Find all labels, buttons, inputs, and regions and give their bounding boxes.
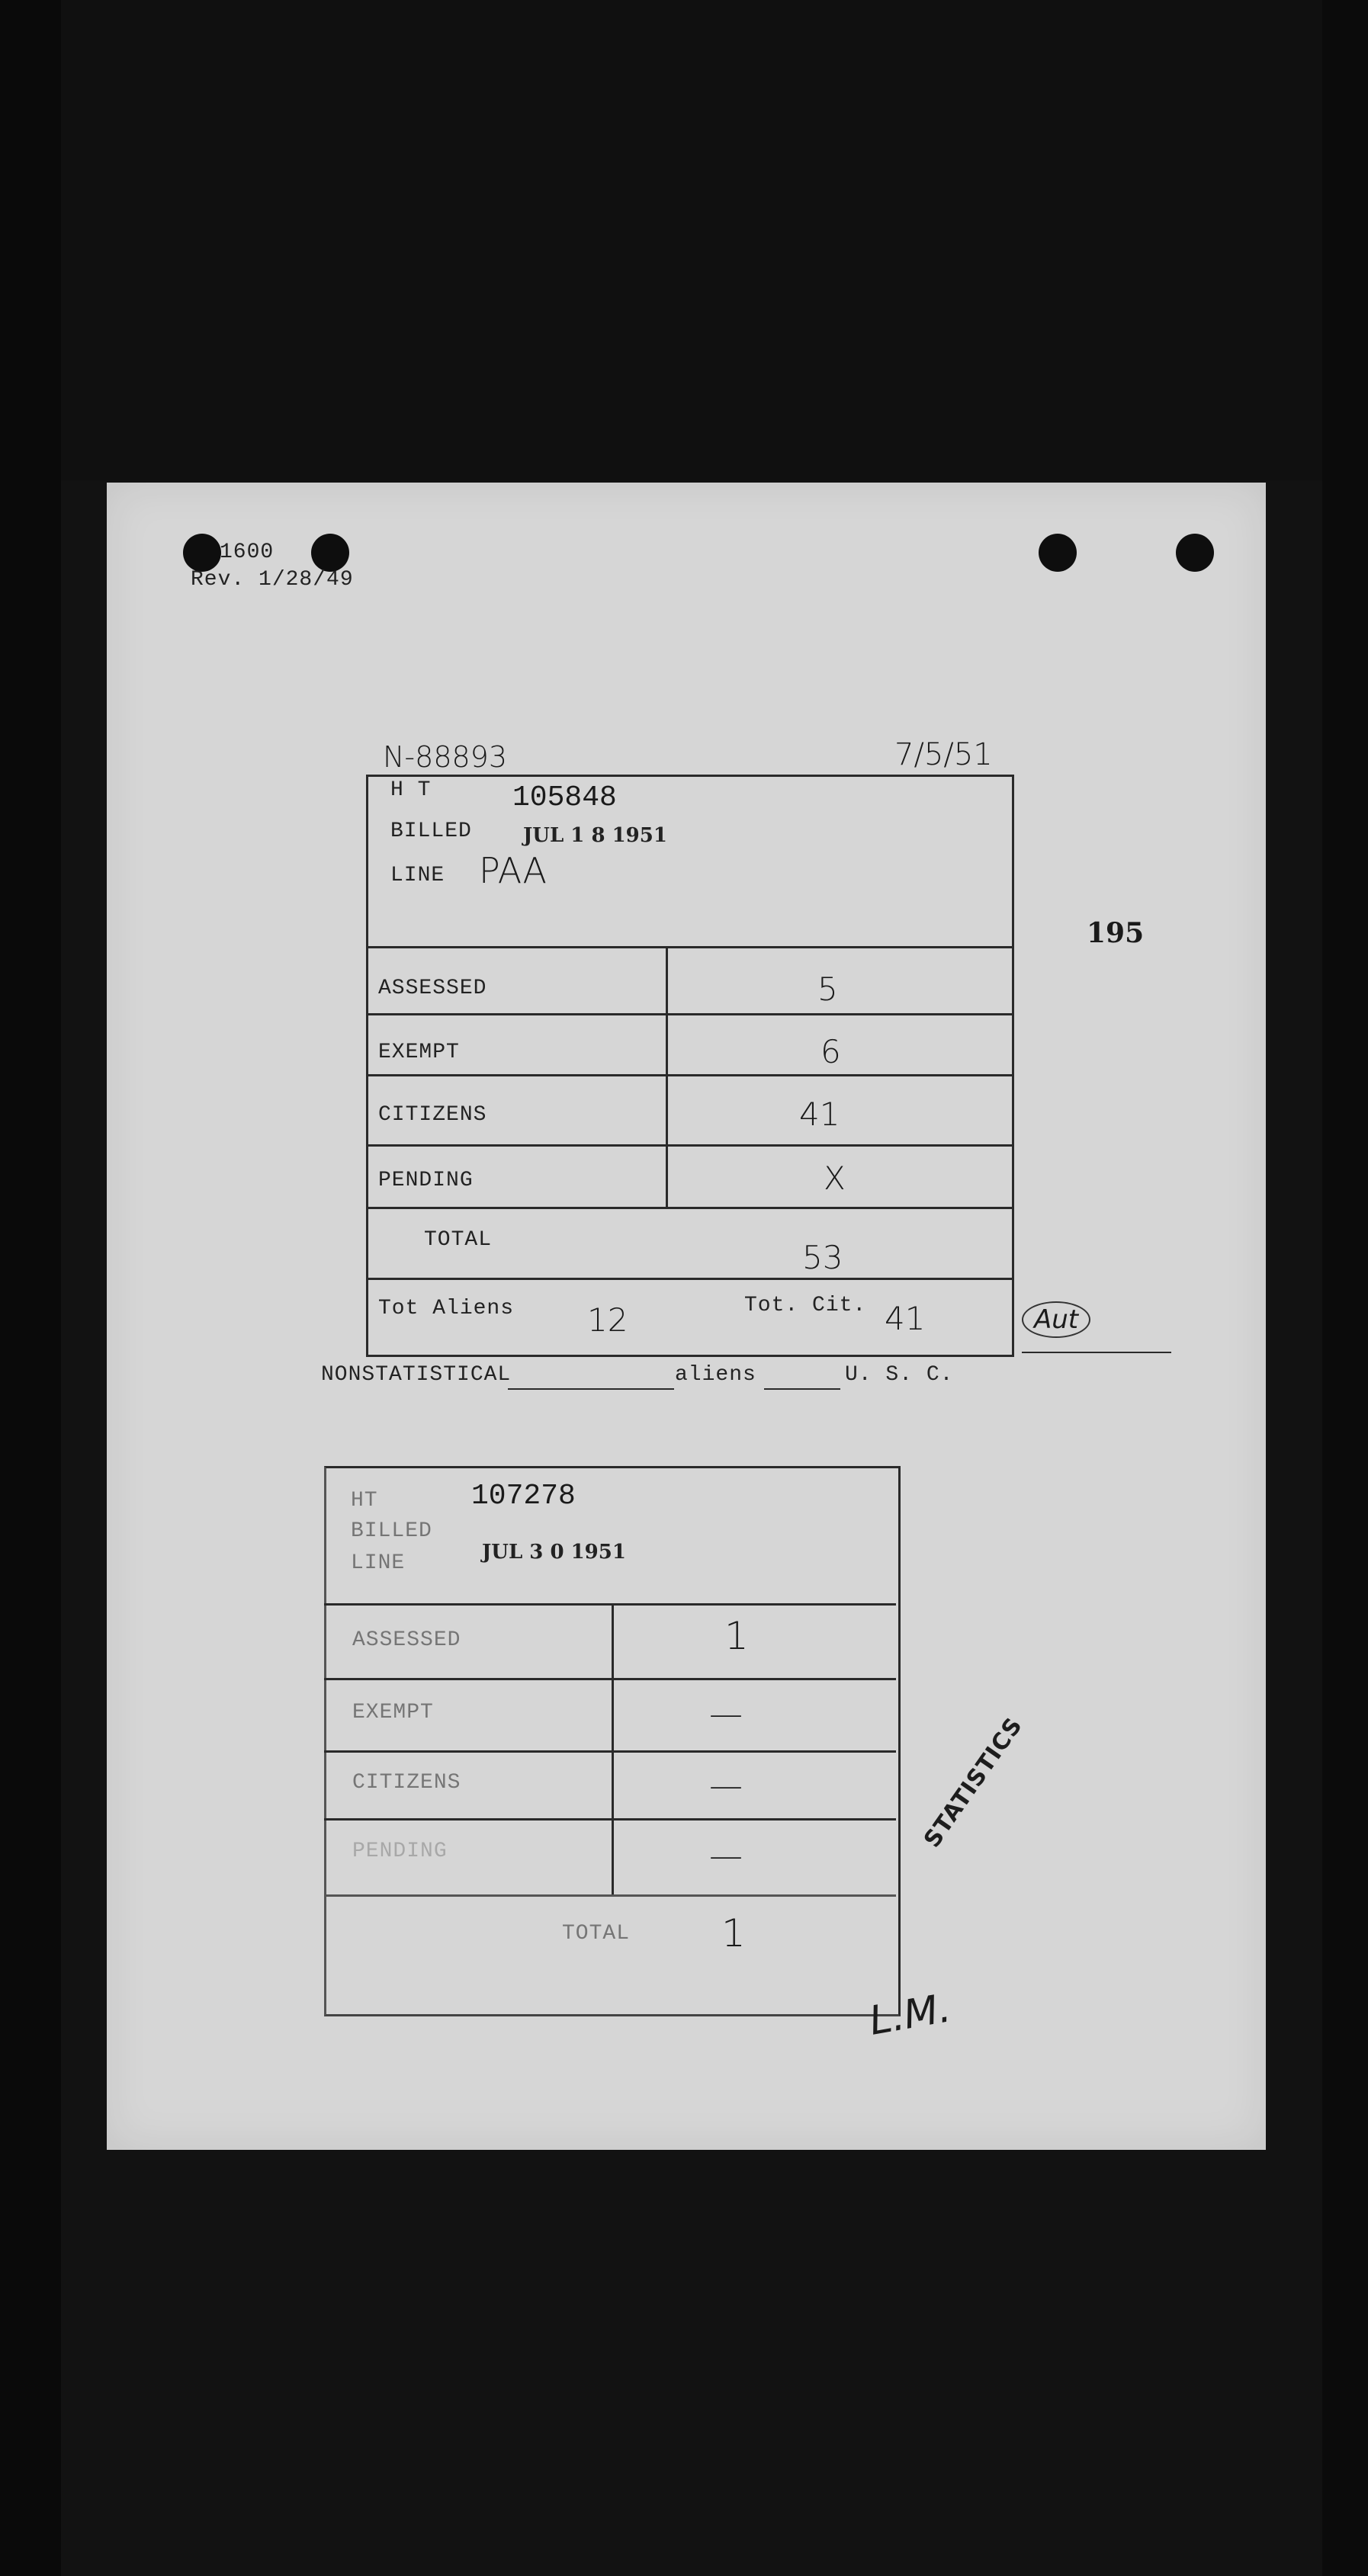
punch-hole bbox=[183, 534, 221, 572]
rule bbox=[366, 1278, 1012, 1280]
row-value-citizens: 41 bbox=[799, 1096, 840, 1133]
rule bbox=[324, 1678, 896, 1680]
tot-cit-label: Tot. Cit. bbox=[744, 1294, 867, 1317]
card2-row-label-exempt: EXEMPT bbox=[352, 1701, 434, 1724]
page-number: 195 bbox=[1087, 917, 1145, 949]
card2-row-label-pending: PENDING bbox=[352, 1840, 448, 1863]
card2-row-value-assessed: 1 bbox=[724, 1614, 749, 1658]
row-label-exempt: EXEMPT bbox=[378, 1041, 460, 1064]
signature: L.M. bbox=[865, 1985, 955, 2045]
aliens-label: aliens bbox=[675, 1363, 756, 1387]
row-label-assessed: ASSESSED bbox=[378, 977, 487, 1000]
line-value: PAA bbox=[479, 850, 548, 891]
card2-row-label-assessed: ASSESSED bbox=[352, 1628, 461, 1652]
punch-hole bbox=[1176, 534, 1214, 572]
film-margin-top bbox=[0, 0, 1368, 480]
billed-label: BILLED bbox=[390, 820, 472, 843]
document-sheet bbox=[107, 483, 1266, 2150]
form-revision: Rev. 1/28/49 bbox=[191, 568, 354, 592]
file-number: N-88893 bbox=[383, 740, 508, 774]
total-value: 53 bbox=[802, 1239, 843, 1276]
initials: Aut bbox=[1022, 1301, 1090, 1338]
punch-hole bbox=[311, 534, 349, 572]
card2-billed-date-stamp: JUL 3 0 1951 bbox=[482, 1541, 626, 1564]
total-label: TOTAL bbox=[424, 1228, 493, 1252]
nonstatistical-blank bbox=[508, 1388, 674, 1390]
rule bbox=[324, 1750, 896, 1753]
column-divider bbox=[612, 1603, 614, 1894]
ht-label: H T bbox=[390, 778, 432, 802]
row-label-citizens: CITIZENS bbox=[378, 1103, 487, 1127]
row-value-assessed: 5 bbox=[817, 970, 838, 1008]
rule bbox=[366, 1207, 1012, 1209]
card2-line-label: LINE bbox=[351, 1551, 406, 1575]
rule bbox=[324, 1818, 896, 1821]
tot-aliens-value: 12 bbox=[587, 1301, 628, 1339]
row-label-pending: PENDING bbox=[378, 1169, 474, 1192]
line-label: LINE bbox=[390, 864, 445, 887]
film-margin-right bbox=[1322, 0, 1368, 2576]
rule bbox=[366, 1144, 1012, 1147]
card2-ht-value: 107278 bbox=[471, 1480, 576, 1513]
rule bbox=[366, 1013, 1012, 1015]
tot-aliens-label: Tot Aliens bbox=[378, 1297, 515, 1320]
row-value-pending: X bbox=[824, 1160, 846, 1197]
nonstatistical-label: NONSTATISTICAL bbox=[321, 1363, 512, 1387]
ht-value: 105848 bbox=[512, 781, 617, 814]
usc-label: U. S. C. bbox=[845, 1363, 954, 1387]
card-date: 7/5/51 bbox=[894, 737, 993, 772]
aliens-blank bbox=[764, 1388, 840, 1390]
billed-date-stamp: JUL 1 8 1951 bbox=[523, 824, 667, 847]
film-margin-left bbox=[0, 0, 61, 2576]
form-number: 1600 bbox=[220, 541, 275, 564]
card2-total-value: 1 bbox=[721, 1911, 746, 1955]
card2-ht-label: HT bbox=[351, 1489, 378, 1513]
rule bbox=[366, 946, 1012, 948]
rule bbox=[324, 1894, 896, 1897]
card1-box bbox=[366, 775, 1014, 1357]
card2-row-value-exempt: — bbox=[709, 1695, 743, 1734]
tot-cit-value: 41 bbox=[885, 1300, 926, 1337]
row-value-exempt: 6 bbox=[820, 1033, 841, 1070]
rule bbox=[366, 1074, 1012, 1076]
column-divider bbox=[666, 946, 668, 1207]
card2-row-value-citizens: — bbox=[709, 1766, 743, 1805]
rule bbox=[324, 1603, 896, 1606]
statistics-stamp: STATISTICS bbox=[919, 1712, 1029, 1853]
card2-billed-label: BILLED bbox=[351, 1519, 432, 1543]
card2-total-label: TOTAL bbox=[562, 1922, 631, 1946]
card2-row-label-citizens: CITIZENS bbox=[352, 1771, 461, 1795]
initials-underline bbox=[1022, 1352, 1171, 1353]
card2-row-value-pending: — bbox=[709, 1837, 743, 1875]
punch-hole bbox=[1039, 534, 1077, 572]
